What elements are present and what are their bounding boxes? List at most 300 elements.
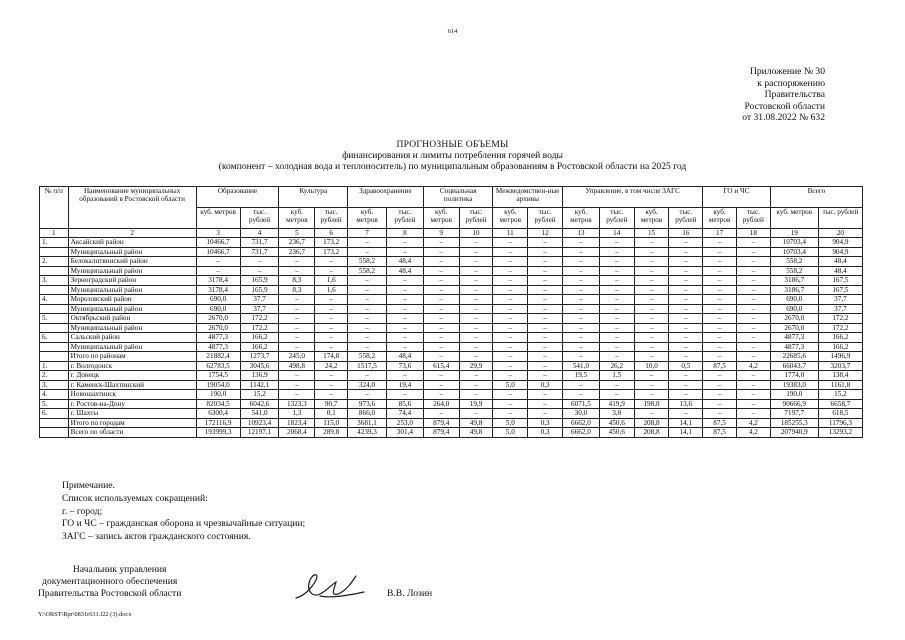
note-line: г. – город; <box>62 505 103 517</box>
value-cell: 450,6 <box>599 428 634 438</box>
row-number-cell: 4. <box>40 390 69 400</box>
table-row <box>40 342 863 352</box>
value-cell: 8,3 <box>279 285 315 295</box>
value-cell: 4877,3 <box>196 342 240 352</box>
value-cell: – <box>459 295 493 305</box>
value-cell: – <box>459 323 493 333</box>
row-number-cell <box>40 266 69 276</box>
value-cell: – <box>493 266 528 276</box>
value-cell: – <box>736 257 770 267</box>
value-cell: – <box>493 352 528 362</box>
value-cell: – <box>348 371 387 381</box>
unit-thousand-rubles: тыс. рублей <box>669 208 703 229</box>
value-cell: – <box>634 314 669 324</box>
value-cell: 5,0 <box>493 428 528 438</box>
value-cell: 15,2 <box>240 390 279 400</box>
value-cell: – <box>279 323 315 333</box>
value-cell: – <box>634 247 669 257</box>
value-cell: – <box>348 295 387 305</box>
column-number: 10 <box>459 229 493 238</box>
value-cell: 29,9 <box>459 361 493 371</box>
value-cell: 618,5 <box>818 409 862 419</box>
unit-cubic-meters: куб. метров <box>634 208 669 229</box>
value-cell: 74,4 <box>386 409 423 419</box>
value-cell: 6071,5 <box>563 399 600 409</box>
row-name-cell: г. Донецк <box>68 371 196 381</box>
value-cell: 49,8 <box>459 418 493 428</box>
value-cell: – <box>528 257 563 267</box>
value-cell: – <box>669 304 703 314</box>
value-cell: 172116,9 <box>196 418 240 428</box>
value-cell: 879,4 <box>423 418 459 428</box>
value-cell: – <box>493 247 528 257</box>
value-cell: 19383,0 <box>770 380 818 390</box>
column-number: 6 <box>315 229 348 238</box>
value-cell: – <box>348 304 387 314</box>
value-cell: – <box>493 399 528 409</box>
unit-thousand-rubles: тыс. рублей <box>315 208 348 229</box>
value-cell: – <box>634 342 669 352</box>
value-cell: – <box>563 323 600 333</box>
row-name-cell: Октябрьский район <box>68 314 196 324</box>
header-num: № п/п <box>40 187 69 229</box>
value-cell: – <box>386 238 423 248</box>
appendix-line: Правительства <box>764 89 825 101</box>
value-cell: 866,0 <box>348 409 387 419</box>
value-cell: – <box>599 352 634 362</box>
value-cell: 30,0 <box>563 409 600 419</box>
value-cell: – <box>493 276 528 286</box>
row-number-cell <box>40 304 69 314</box>
column-number: 8 <box>386 229 423 238</box>
value-cell: 0,3 <box>528 380 563 390</box>
value-cell: 208,8 <box>634 418 669 428</box>
value-cell: 904,9 <box>818 238 862 248</box>
value-cell: 450,6 <box>599 418 634 428</box>
value-cell: 10466,7 <box>196 238 240 248</box>
value-cell: – <box>599 266 634 276</box>
value-cell: – <box>563 247 600 257</box>
unit-thousand-rubles: тыс. рублей <box>528 208 563 229</box>
column-number: 14 <box>599 229 634 238</box>
value-cell: 4,2 <box>736 418 770 428</box>
row-name-cell: Морозовский район <box>68 295 196 305</box>
value-cell: – <box>736 266 770 276</box>
value-cell: – <box>528 342 563 352</box>
value-cell: 253,0 <box>386 418 423 428</box>
value-cell: 558,2 <box>770 257 818 267</box>
value-cell: – <box>423 380 459 390</box>
value-cell: – <box>459 380 493 390</box>
unit-cubic-meters: куб. метров <box>770 208 818 229</box>
title-line: финансирования и лимиты потребления горячей воды <box>342 150 563 162</box>
value-cell: 166,2 <box>240 342 279 352</box>
column-number: 7 <box>348 229 387 238</box>
value-cell: – <box>736 285 770 295</box>
table-row <box>40 295 863 305</box>
value-cell: – <box>528 371 563 381</box>
appendix-block <box>742 66 825 124</box>
value-cell: – <box>669 285 703 295</box>
header-group: Здравоохранение <box>348 187 424 208</box>
value-cell: 3186,7 <box>770 276 818 286</box>
row-number-cell: 6. <box>40 333 69 343</box>
value-cell: 174,8 <box>315 352 348 362</box>
header-row <box>40 187 863 208</box>
value-cell: 14,1 <box>669 418 703 428</box>
value-cell: – <box>240 266 279 276</box>
row-number-cell <box>40 418 69 428</box>
row-number-cell <box>40 342 69 352</box>
value-cell: – <box>386 247 423 257</box>
row-number-cell: 3. <box>40 380 69 390</box>
value-cell: – <box>348 323 387 333</box>
value-cell: 87,5 <box>703 361 737 371</box>
column-number: 2 <box>68 229 196 238</box>
value-cell: – <box>703 257 737 267</box>
signature-image <box>290 566 370 606</box>
row-number-cell <box>40 428 69 438</box>
value-cell: – <box>528 314 563 324</box>
value-cell: – <box>703 333 737 343</box>
row-number-cell: 2. <box>40 257 69 267</box>
value-cell: – <box>669 390 703 400</box>
value-cell: 1273,7 <box>240 352 279 362</box>
table-row <box>40 304 863 314</box>
value-cell: 11796,3 <box>818 418 862 428</box>
value-cell: 1,3 <box>279 409 315 419</box>
value-cell: – <box>315 380 348 390</box>
value-cell: – <box>459 390 493 400</box>
value-cell: – <box>669 342 703 352</box>
row-name-cell: Муниципальный район <box>68 266 196 276</box>
value-cell: – <box>493 295 528 305</box>
value-cell: – <box>459 285 493 295</box>
value-cell: 13293,2 <box>818 428 862 438</box>
value-cell: – <box>563 333 600 343</box>
column-number: 12 <box>528 229 563 238</box>
signer-name: В.В. Лозин <box>387 588 433 599</box>
value-cell: 66043,7 <box>770 361 818 371</box>
row-number-cell <box>40 285 69 295</box>
value-cell: – <box>703 247 737 257</box>
appendix-line: Приложение № 30 <box>749 66 825 77</box>
column-number: 17 <box>703 229 737 238</box>
row-number-cell: 2. <box>40 371 69 381</box>
value-cell: – <box>563 285 600 295</box>
value-cell: – <box>703 380 737 390</box>
row-name-cell: г. Шахты <box>68 409 196 419</box>
unit-thousand-rubles: тыс. рублей <box>736 208 770 229</box>
value-cell: – <box>634 333 669 343</box>
file-path: Y:\ORST\Rpr\0831r631.f22 (3).docx <box>38 611 132 618</box>
value-cell: 6042,6 <box>240 399 279 409</box>
value-cell: 166,2 <box>240 333 279 343</box>
value-cell: – <box>528 247 563 257</box>
value-cell: 324,0 <box>348 380 387 390</box>
value-cell: 85,6 <box>386 399 423 409</box>
value-cell: – <box>459 304 493 314</box>
table-row <box>40 333 863 343</box>
value-cell: 1,6 <box>315 276 348 286</box>
value-cell: 1161,8 <box>818 380 862 390</box>
table-row <box>40 247 863 257</box>
value-cell: 1,5 <box>599 371 634 381</box>
value-cell: – <box>459 409 493 419</box>
value-cell: – <box>736 323 770 333</box>
value-cell: – <box>599 380 634 390</box>
value-cell: 1323,3 <box>279 399 315 409</box>
value-cell: – <box>736 295 770 305</box>
table-row <box>40 409 863 419</box>
value-cell: – <box>386 342 423 352</box>
row-name-cell: Муниципальный район <box>68 304 196 314</box>
table-row <box>40 428 863 438</box>
value-cell: – <box>279 342 315 352</box>
value-cell: 690,0 <box>196 304 240 314</box>
value-cell: 5,0 <box>493 380 528 390</box>
value-cell: 48,4 <box>386 266 423 276</box>
value-cell: – <box>459 371 493 381</box>
value-cell: 37,7 <box>818 304 862 314</box>
value-cell: – <box>669 276 703 286</box>
value-cell: – <box>423 352 459 362</box>
value-cell: – <box>703 409 737 419</box>
value-cell: – <box>423 266 459 276</box>
value-cell: – <box>563 342 600 352</box>
value-cell: – <box>669 257 703 267</box>
value-cell: – <box>669 371 703 381</box>
value-cell: – <box>634 371 669 381</box>
value-cell: – <box>703 352 737 362</box>
value-cell: 19,4 <box>386 380 423 390</box>
row-number-cell: 4. <box>40 295 69 305</box>
value-cell: 1823,4 <box>279 418 315 428</box>
table-row <box>40 276 863 286</box>
value-cell: 21882,4 <box>196 352 240 362</box>
value-cell: 82034,5 <box>196 399 240 409</box>
row-name-cell: Итого по районам <box>68 352 196 362</box>
value-cell: 10,0 <box>634 361 669 371</box>
value-cell: – <box>315 257 348 267</box>
value-cell: 3178,4 <box>196 276 240 286</box>
value-cell: 173,2 <box>315 238 348 248</box>
unit-cubic-meters: куб. метров <box>493 208 528 229</box>
value-cell: – <box>459 352 493 362</box>
value-cell: – <box>459 238 493 248</box>
value-cell: – <box>703 266 737 276</box>
table-row <box>40 257 863 267</box>
value-cell: – <box>386 295 423 305</box>
header-group: Культура <box>279 187 348 208</box>
value-cell: – <box>348 276 387 286</box>
value-cell: – <box>315 295 348 305</box>
value-cell: 73,6 <box>386 361 423 371</box>
value-cell: – <box>599 304 634 314</box>
value-cell: 6658,7 <box>818 399 862 409</box>
value-cell: 0,3 <box>528 428 563 438</box>
value-cell: – <box>279 295 315 305</box>
value-cell: 172,2 <box>818 323 862 333</box>
value-cell: – <box>634 390 669 400</box>
table-row <box>40 399 863 409</box>
row-name-cell: г. Ростов-на-Дону <box>68 399 196 409</box>
value-cell: – <box>736 352 770 362</box>
value-cell: – <box>279 390 315 400</box>
header-name: Наименование муниципальных образований в Ростовской области <box>68 187 196 229</box>
value-cell: 13,6 <box>669 399 703 409</box>
column-number: 13 <box>563 229 600 238</box>
value-cell: – <box>459 314 493 324</box>
value-cell: 0,1 <box>315 409 348 419</box>
value-cell: – <box>669 352 703 362</box>
value-cell: – <box>459 257 493 267</box>
value-cell: 190,0 <box>196 390 240 400</box>
value-cell: 3,0 <box>599 409 634 419</box>
column-number: 19 <box>770 229 818 238</box>
value-cell: – <box>493 285 528 295</box>
value-cell: 3203,7 <box>818 361 862 371</box>
value-cell: – <box>423 257 459 267</box>
value-cell: – <box>528 238 563 248</box>
row-number-cell: 6. <box>40 409 69 419</box>
value-cell: – <box>599 247 634 257</box>
column-number: 16 <box>669 229 703 238</box>
value-cell: 15,2 <box>818 390 862 400</box>
table-row <box>40 285 863 295</box>
value-cell: 6662,0 <box>563 418 600 428</box>
value-cell: 4,2 <box>736 428 770 438</box>
value-cell: – <box>279 257 315 267</box>
value-cell: 1142,1 <box>240 380 279 390</box>
value-cell: 690,0 <box>770 295 818 305</box>
value-cell: 48,4 <box>386 257 423 267</box>
value-cell: 2670,0 <box>196 314 240 324</box>
unit-cubic-meters: куб. метров <box>423 208 459 229</box>
value-cell: 167,5 <box>818 285 862 295</box>
value-cell: 0,5 <box>669 361 703 371</box>
value-cell: – <box>315 371 348 381</box>
value-cell: – <box>736 409 770 419</box>
value-cell: 690,0 <box>770 304 818 314</box>
value-cell: – <box>669 295 703 305</box>
value-cell: – <box>459 333 493 343</box>
table-row <box>40 371 863 381</box>
value-cell: 166,2 <box>818 342 862 352</box>
value-cell: – <box>493 323 528 333</box>
value-cell: 3681,1 <box>348 418 387 428</box>
value-cell: – <box>423 342 459 352</box>
value-cell: – <box>703 276 737 286</box>
value-cell: – <box>386 323 423 333</box>
value-cell: 1774,0 <box>770 371 818 381</box>
value-cell: 10703,4 <box>770 247 818 257</box>
value-cell: 48,4 <box>818 257 862 267</box>
value-cell: – <box>528 399 563 409</box>
value-cell: – <box>386 285 423 295</box>
value-cell: – <box>563 380 600 390</box>
value-cell: – <box>315 266 348 276</box>
value-cell: – <box>459 266 493 276</box>
value-cell: – <box>736 390 770 400</box>
note-line: Примечание. <box>62 480 115 491</box>
table-row <box>40 314 863 324</box>
value-cell: 90666,9 <box>770 399 818 409</box>
value-cell: – <box>386 333 423 343</box>
value-cell: – <box>386 371 423 381</box>
value-cell: – <box>493 314 528 324</box>
value-cell: – <box>528 409 563 419</box>
value-cell: – <box>703 285 737 295</box>
value-cell: 236,7 <box>279 247 315 257</box>
value-cell: 541,0 <box>563 361 600 371</box>
value-cell: – <box>599 333 634 343</box>
header-group: ГО и ЧС <box>703 187 771 208</box>
value-cell: – <box>423 285 459 295</box>
value-cell: – <box>279 333 315 343</box>
title-line: ПРОГНОЗНЫЕ ОБЪЕМЫ <box>396 139 509 150</box>
unit-thousand-rubles: тыс. рублей <box>599 208 634 229</box>
value-cell: – <box>736 276 770 286</box>
unit-cubic-meters: куб. метров <box>703 208 737 229</box>
value-cell: – <box>703 371 737 381</box>
value-cell: – <box>386 390 423 400</box>
value-cell: – <box>669 323 703 333</box>
value-cell: – <box>493 361 528 371</box>
value-cell: 87,5 <box>703 428 737 438</box>
value-cell: – <box>348 285 387 295</box>
value-cell: – <box>279 380 315 390</box>
value-cell: – <box>423 390 459 400</box>
value-cell: – <box>528 285 563 295</box>
value-cell: 193999,3 <box>196 428 240 438</box>
footer-line: документационного обеспечения <box>42 576 178 587</box>
value-cell: – <box>634 285 669 295</box>
value-cell: – <box>279 266 315 276</box>
value-cell: – <box>240 257 279 267</box>
value-cell: – <box>459 247 493 257</box>
value-cell: – <box>669 314 703 324</box>
value-cell: – <box>423 276 459 286</box>
value-cell: 2670,0 <box>770 314 818 324</box>
value-cell: 172,2 <box>240 314 279 324</box>
page-number: 614 <box>447 28 458 35</box>
unit-cubic-meters: куб. метров <box>196 208 240 229</box>
value-cell: 115,0 <box>315 418 348 428</box>
value-cell: – <box>423 333 459 343</box>
notes-block <box>62 480 305 544</box>
header-group: Межведомствен-ные архивы <box>493 187 563 208</box>
value-cell: – <box>279 314 315 324</box>
value-cell: 264,0 <box>423 399 459 409</box>
value-cell: – <box>599 285 634 295</box>
value-cell: 19,5 <box>563 371 600 381</box>
row-number-cell: 1. <box>40 238 69 248</box>
value-cell: – <box>634 352 669 362</box>
value-cell: 498,8 <box>279 361 315 371</box>
row-number-cell: 1. <box>40 361 69 371</box>
value-cell: 4877,3 <box>770 342 818 352</box>
header-group: Управление, в том числе ЗАГС <box>563 187 703 208</box>
value-cell: 973,6 <box>348 399 387 409</box>
value-cell: 10703,4 <box>770 238 818 248</box>
value-cell: – <box>736 304 770 314</box>
value-cell: 207940,9 <box>770 428 818 438</box>
value-cell: 558,2 <box>348 352 387 362</box>
value-cell: – <box>423 409 459 419</box>
header-group: Всего <box>770 187 862 208</box>
value-cell: – <box>599 342 634 352</box>
